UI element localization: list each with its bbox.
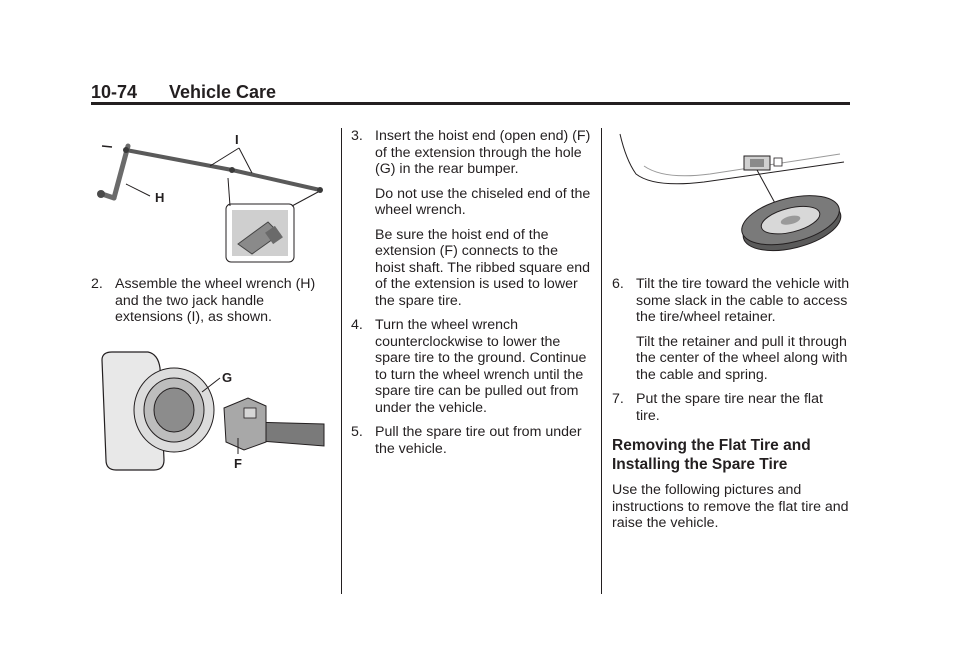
step-number: 7. — [612, 391, 624, 407]
step-3-note-2: Be sure the hoist end of the extension (F) connects to the hoist shaft. The ribbed square end of the extension is used to lower the spare tire. — [375, 226, 591, 309]
step-text: Pull the spare tire out from under the vehicle. — [375, 424, 582, 457]
step-number: 2. — [91, 276, 103, 292]
step-6 — [612, 276, 850, 326]
label-g: G — [222, 370, 233, 385]
section-heading: Removing the Flat Tire and Installing the Spare Tire — [612, 437, 811, 473]
column-divider-2 — [601, 128, 602, 594]
step-text: Tilt the tire toward the vehicle with some slack in the cable to access the tire/wheel retainer. — [636, 276, 850, 325]
label-h: H — [155, 190, 165, 205]
step-6-note-1: Tilt the retainer and pull it through the center of the wheel along with the cable and spring. — [636, 333, 848, 383]
column-divider-1 — [341, 128, 342, 594]
step-2 — [91, 276, 331, 326]
column-1 — [91, 276, 331, 334]
wrench-illustration — [92, 126, 332, 268]
label-f: F — [234, 456, 242, 471]
column-3 — [612, 276, 850, 532]
section-text: Use the following pictures and instructions to remove the flat tire and raise the vehicle. — [612, 482, 849, 531]
step-text: Turn the wheel wrench counterclockwise to lower the spare tire to the ground. Continue to turn the wheel wrench until the spare tire can be pulled out from under the vehicle. — [375, 317, 587, 416]
header-rule — [91, 102, 850, 105]
step-text: Put the spare tire near the flat tire. — [636, 391, 823, 424]
step-5 — [351, 424, 591, 457]
step-3 — [351, 128, 591, 178]
spare-tire-illustration — [614, 130, 850, 264]
step-number: 3. — [351, 128, 363, 144]
step-number: 5. — [351, 424, 363, 440]
step-text: Insert the hoist end (open end) (F) of the extension through the hole (G) in the rear bumper. — [375, 128, 591, 177]
page-number: 10-74 — [91, 82, 138, 102]
step-number: 6. — [612, 276, 624, 292]
step-7 — [612, 391, 850, 424]
column-2 — [351, 128, 591, 465]
step-3-note-1: Do not use the chiseled end of the wheel wrench. — [375, 185, 591, 218]
section-title: Vehicle Care — [169, 82, 277, 102]
label-i: I — [235, 132, 239, 147]
step-number: 4. — [351, 317, 363, 333]
step-text: Assemble the wheel wrench (H) and the two jack handle extensions (I), as shown. — [115, 276, 316, 325]
page-header — [91, 82, 276, 103]
step-4 — [351, 317, 591, 416]
hoist-illustration — [98, 350, 328, 476]
